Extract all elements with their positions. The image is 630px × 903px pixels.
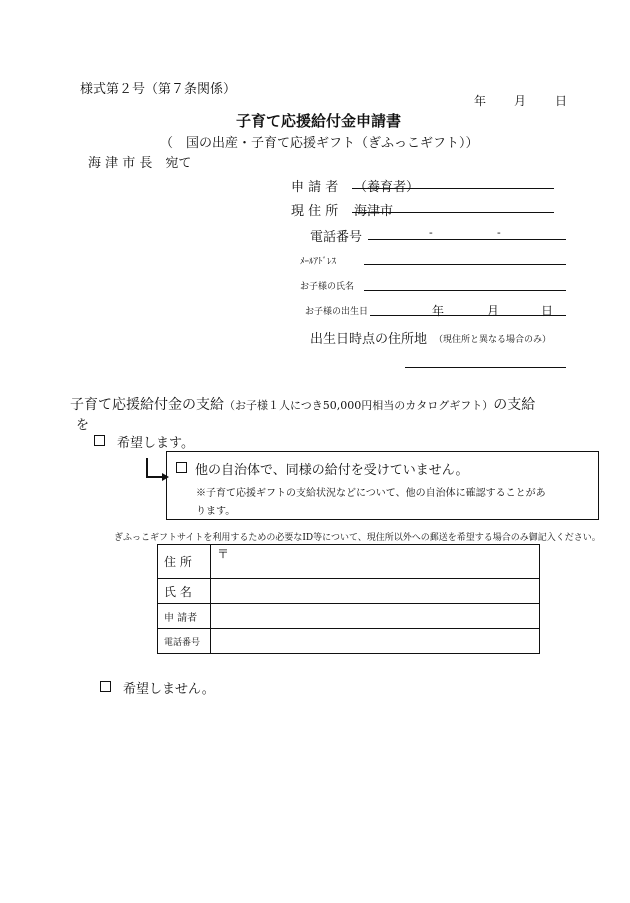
option-no[interactable] — [100, 678, 215, 697]
arrow-icon — [146, 458, 162, 478]
option-no-label: 希望しません。 — [123, 682, 215, 697]
birth-year-label: 年 — [432, 304, 445, 318]
birth-day-label: 日 — [541, 304, 554, 318]
phone-sep-2: - — [497, 226, 501, 239]
delivery-name-input[interactable] — [211, 579, 540, 604]
form-id: 様式第２号（第７条関係） — [80, 82, 237, 97]
delivery-label: 申 請者 — [158, 604, 211, 629]
phone-sep-1: - — [429, 226, 433, 239]
birth-address-note: （現住所と異なる場合のみ） — [434, 335, 552, 345]
birth-address-label: 出生日時点の住所地 — [310, 332, 428, 347]
page-title: 子育て応援給付金申請書 — [236, 112, 402, 130]
addressee: 海 津 市 長 宛て — [88, 156, 192, 171]
birth-address-underline[interactable] — [405, 367, 566, 368]
birth-month-label: 月 — [487, 304, 500, 318]
address-value: 海津市 — [354, 204, 394, 219]
child-birth-underline[interactable] — [370, 315, 566, 316]
phone-underline[interactable] — [368, 239, 566, 240]
delivery-applicant-input[interactable] — [211, 604, 540, 629]
delivery-row-phone — [158, 629, 540, 654]
delivery-label: 電話番号 — [158, 629, 211, 654]
address-label: 現 住 所 — [291, 204, 339, 219]
delivery-row-address — [158, 545, 540, 579]
date-month-label: 月 — [514, 94, 527, 108]
confirm-statement-text: 他の自治体で、同様の給付を受けていません。 — [195, 463, 469, 478]
page-subtitle: （ 国の出産・子育て応援ギフト（ぎふっこギフト）） — [160, 136, 479, 151]
confirm-statement[interactable] — [176, 459, 469, 478]
applicant-underline[interactable] — [352, 188, 554, 189]
question-lead: 子育て応援給付金の支給 — [70, 397, 224, 413]
option-yes-label: 希望します。 — [117, 436, 194, 451]
applicant-value: （養育者） — [354, 180, 420, 195]
phone-label: 電話番号 — [310, 230, 363, 245]
option-no-checkbox[interactable] — [100, 681, 111, 692]
option-yes-checkbox[interactable] — [94, 435, 105, 446]
question-wrap: を — [76, 418, 90, 433]
delivery-table — [157, 544, 540, 654]
question-tail: の支給 — [493, 397, 536, 413]
email-label: ﾒｰﾙｱﾄﾞﾚｽ — [300, 257, 337, 267]
date-year-label: 年 — [474, 94, 487, 108]
question-detail: （お子様１人につき50,000円相当のカタログギフト） — [224, 399, 494, 412]
email-underline[interactable] — [364, 264, 566, 265]
applicant-label: 申 請 者 — [291, 180, 339, 195]
confirm-checkbox[interactable] — [176, 462, 187, 473]
delivery-label: 住 所 — [158, 545, 211, 579]
delivery-phone-input[interactable] — [211, 629, 540, 654]
delivery-row-applicant — [158, 604, 540, 629]
child-name-label: お子様の氏名 — [300, 282, 355, 292]
address-underline[interactable] — [352, 212, 554, 213]
question-line — [70, 394, 535, 414]
delivery-row-name — [158, 579, 540, 604]
child-name-underline[interactable] — [364, 290, 566, 291]
confirm-note-line1: ※子育て応援ギフトの支給状況などについて、他の自治体に確認することがあ — [196, 488, 546, 499]
delivery-note: ぎふっこギフトサイトを利用するための必要なID等について、現住所以外への郵送を希望する場合のみ御記入ください。 — [114, 533, 601, 543]
confirm-note-line2: ります。 — [196, 506, 236, 517]
delivery-label: 氏 名 — [158, 579, 211, 604]
option-yes[interactable] — [94, 432, 194, 451]
delivery-address-input[interactable]: 〒 — [211, 545, 540, 579]
date-day-label: 日 — [555, 94, 568, 108]
child-birth-label: お子様の出生日 — [305, 307, 369, 317]
